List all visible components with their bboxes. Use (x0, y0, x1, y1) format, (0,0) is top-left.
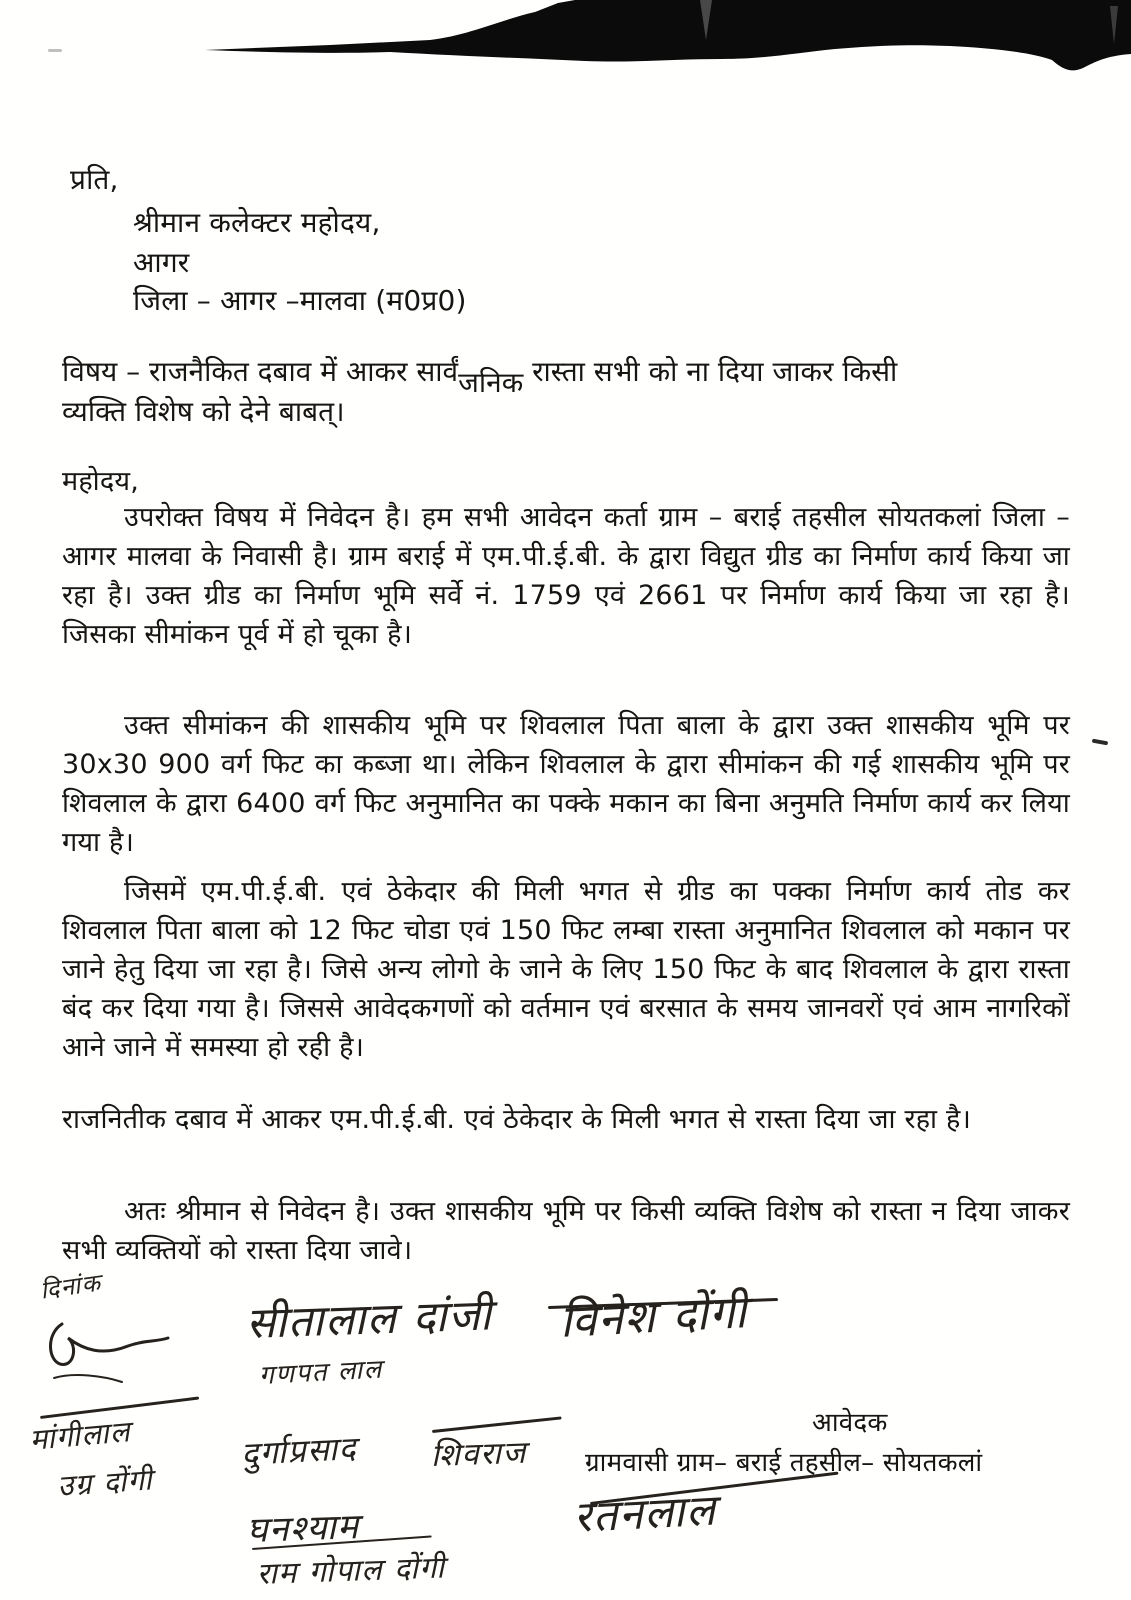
signature-ratanlal: रतनलाल (572, 1485, 718, 1543)
to-label: प्रति, (70, 163, 119, 196)
recipient-district: जिला – आगर –मालवा (म0प्र0) (133, 284, 467, 317)
body-paragraph-3: जिसमें एम.पी.ई.बी. एवं ठेकेदार की मिली भगत से ग्रीड का पक्का निर्माण कार्य तोड कर शिवलाल पिता बाला को 12 फिट चोडा एवं 150 फिट लम्बा रास्ता अनुमानित शिवलाल को मकान पर जाने हेतु दिया जा रहा है। जिसे अन्य लोगो के जाने के लिए 150 फिट के बाद शिवलाल के द्वारा रास्ता बंद कर दिया गया है। जिससे आवेदकगणों को वर्तमान एवं बरसात के समय जानवरों एवं आम नागरिकों आने जाने में समस्या हो रही है। (62, 876, 1070, 1063)
subject-rest: रास्ता सभी को ना दिया जाकर किसी (523, 355, 898, 388)
subject-prefix: विषय – राजनैकित दबाव में आकर सार्वं (62, 355, 459, 388)
signature-ganpat: गणपत लाल (258, 1354, 384, 1391)
signature-ghanshyam: घनश्याम (246, 1507, 361, 1551)
signature-overstroke (432, 1416, 562, 1433)
body-paragraph-1: उपरोक्त विषय में निवेदन है। हम सभी आवेदन कर्ता ग्राम – बराई तहसील सोयतकलां जिला – आगर मालवा के निवासी है। ग्राम बराई में एम.पी.ई.बी. के द्वारा विद्युत ग्रीड का निर्माण कार्य किया जा रहा है। उक्त ग्रीड का निर्माण भूमि सर्वे नं. 1759 एवं 2661 पर निर्माण कार्य किया जा रहा है। जिसका सीमांकन पूर्व में हो चूका है। (62, 502, 1070, 650)
signature-durga: दुर्गाप्रसाद (240, 1428, 358, 1473)
signature-vinesh: विनेश दोंगी (558, 1285, 749, 1348)
margin-tick-artifact (1092, 739, 1108, 746)
subject-line2: व्यक्ति विशेष को देने बाबत्। (62, 395, 345, 428)
signature-shivraj: शिवराज (430, 1434, 528, 1474)
signature-ugra: उग्र दोंगी (56, 1462, 155, 1503)
handwritten-date-label: दिनांक (38, 1268, 104, 1305)
greeting: महोदय, (62, 466, 140, 497)
signature-scribble (44, 1316, 174, 1386)
signature-ramgopal: राम गोपाल दोंगी (256, 1550, 447, 1592)
subject-block (62, 352, 1072, 432)
applicant-line: ग्रामवासी ग्राम– बराई तहसील– सोयतकलां (585, 1448, 983, 1478)
signature-mangilal: मांगीलाल (28, 1414, 133, 1457)
subject-dropped-word: जनिक (458, 366, 524, 399)
body-paragraph-2: उक्त सीमांकन की शासकीय भूमि पर शिवलाल पिता बाला के द्वारा उक्त शासकीय भूमि पर 30x30 900 वर्ग फिट का कब्जा था। लेकिन शिवलाल के द्वारा सीमांकन की गई शासकीय भूमि पर शिवलाल के द्वारा 6400 वर्ग फिट अनुमानित का पक्के मकान का बिना अनुमति निर्माण कार्य कर लिया गया है। (62, 710, 1070, 858)
recipient-city: आगर (133, 246, 190, 279)
body-paragraph-5: अतः श्रीमान से निवेदन है। उक्त शासकीय भूमि पर किसी व्यक्ति विशेष को रास्ता न दिया जाकर सभी व्यक्तियों को रास्ता दिया जावे। (62, 1196, 1070, 1266)
applicant-label: आवेदक (812, 1408, 888, 1438)
body-paragraph-4: राजनितीक दबाव में आकर एम.पी.ई.बी. एवं ठेकेदार के मिली भगत से रास्ता दिया जा रहा है। (62, 1104, 971, 1135)
recipient-name: श्रीमान कलेक्टर महोदय, (133, 206, 381, 239)
ink-blob-artifact (0, 0, 1131, 90)
signature-sitalal: सीतालाल दांजी (245, 1290, 494, 1349)
scan-dash-artifact (48, 49, 62, 52)
